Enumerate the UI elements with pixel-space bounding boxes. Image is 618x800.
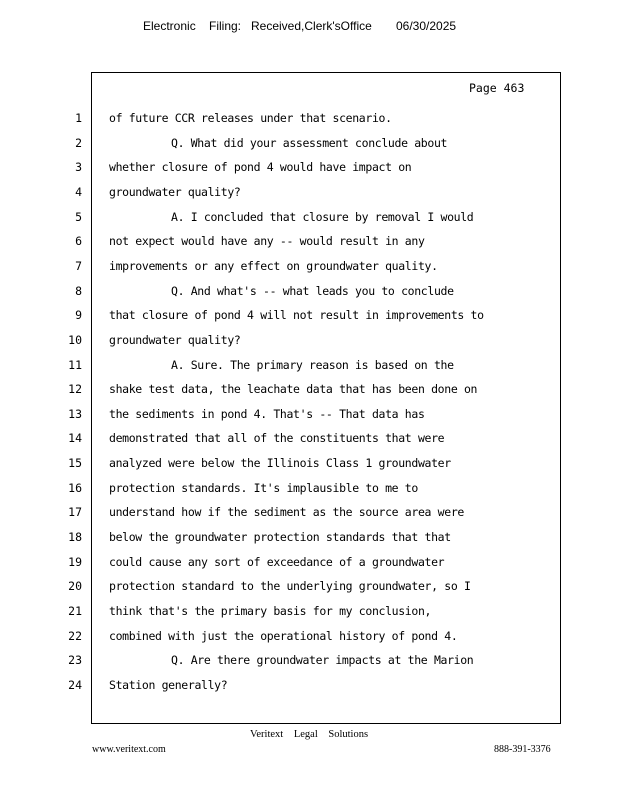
footer-company-word-2: Legal — [293, 729, 318, 740]
header-electronic: Electronic — [143, 19, 196, 33]
line-number: 11 — [68, 357, 82, 372]
line-number: 22 — [68, 628, 82, 643]
line-number: 24 — [68, 677, 82, 692]
line-text: protection standards. It's implausible to me to — [109, 480, 418, 495]
line-number: 15 — [68, 456, 82, 471]
line-number: 13 — [68, 406, 82, 421]
line-text: groundwater quality? — [109, 332, 241, 347]
line-text: of future CCR releases under that scenario. — [109, 111, 392, 125]
header-date: 06/30/2025 — [396, 19, 457, 33]
line-text: whether closure of pond 4 would have impact on — [109, 160, 412, 175]
line-text: protection standard to the underlying groundwater, so I — [109, 579, 471, 594]
line-number: 17 — [68, 505, 82, 520]
footer-company — [0, 729, 618, 740]
line-number: 14 — [68, 431, 82, 446]
line-number: 18 — [68, 530, 82, 544]
line-number: 10 — [68, 332, 82, 347]
header-received: Received,Clerk'sOffice — [251, 19, 372, 33]
line-text: below the groundwater protection standards that that — [109, 530, 451, 544]
footer-phone: 888-391-3376 — [494, 744, 551, 755]
line-number: 23 — [68, 653, 82, 668]
line-number: 8 — [75, 283, 82, 298]
footer-website: www.veritext.com — [92, 744, 166, 755]
line-text: that closure of pond 4 will not result in improvements to — [109, 308, 484, 323]
line-text: groundwater quality? — [109, 184, 241, 199]
line-text: not expect would have any -- would result in any — [109, 234, 425, 249]
line-number: 20 — [68, 579, 82, 594]
line-number: 6 — [75, 234, 82, 249]
line-text: analyzed were below the Illinois Class 1 groundwater — [109, 456, 451, 471]
line-number: 19 — [68, 554, 82, 569]
line-number: 12 — [68, 382, 82, 397]
line-text: Station generally? — [109, 677, 228, 692]
line-number: 2 — [75, 135, 82, 150]
line-text: Q. And what's -- what leads you to conclude — [171, 283, 454, 298]
line-text: could cause any sort of exceedance of a groundwater — [109, 554, 445, 569]
line-text: Q. What did your assessment conclude about — [171, 135, 448, 150]
header-filing: Filing: — [209, 19, 242, 33]
filing-header — [0, 19, 618, 39]
line-text: Q. Are there groundwater impacts at the Marion — [171, 653, 474, 668]
line-text: shake test data, the leachate data that has been done on — [109, 382, 478, 397]
footer-company-word-1: Veritext — [249, 729, 284, 740]
line-text: improvements or any effect on groundwater quality. — [109, 258, 438, 273]
line-number: 9 — [75, 308, 82, 323]
page-number: Page 463 — [469, 81, 525, 95]
footer-company-word-3: Solutions — [328, 729, 369, 740]
line-number: 1 — [75, 111, 82, 125]
line-number: 7 — [75, 258, 82, 273]
line-number: 4 — [75, 184, 82, 199]
line-text: combined with just the operational history of pond 4. — [109, 628, 458, 643]
line-text: understand how if the sediment as the source area were — [109, 505, 464, 520]
line-number: 3 — [75, 160, 82, 175]
line-text: demonstrated that all of the constituents that were — [109, 431, 445, 446]
line-number: 16 — [68, 480, 82, 495]
line-number: 5 — [75, 209, 82, 224]
line-number: 21 — [68, 604, 82, 618]
line-text: A. I concluded that closure by removal I would — [171, 209, 474, 224]
line-text: A. Sure. The primary reason is based on the — [171, 357, 454, 372]
line-text: think that's the primary basis for my conclusion, — [109, 604, 432, 618]
line-text: the sediments in pond 4. That's -- That data has — [109, 406, 425, 421]
